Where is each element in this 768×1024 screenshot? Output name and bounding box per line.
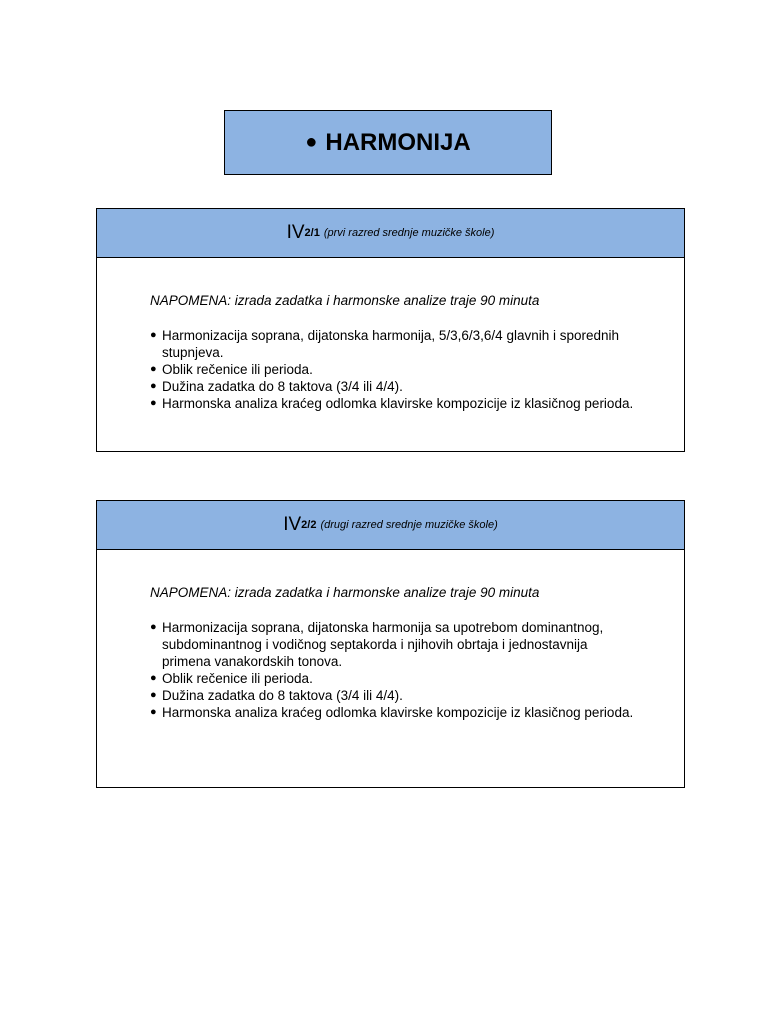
list-item-text: Harmonska analiza kraćeg odlomka klavirske kompozicije iz klasičnog perioda. [162,396,634,411]
section-note: (prvi razred srednje muzičke škole) [323,227,495,239]
section-iv-2-1 [96,208,685,452]
list-item [150,704,684,721]
section-sublevel: 2/1 [304,227,320,239]
list-item [150,670,684,687]
section-body [97,550,684,721]
bullet-icon: ● [150,329,157,341]
napomena-text: NAPOMENA: izrada zadatka i harmonske analize traje 90 minuta [150,293,540,308]
list-item-text: Harmonizacija soprana, dijatonska harmonija sa upotrebom dominantnog, subdominantnog i vodičnog septakorda i njihovih obrtaja i jednostavnija primena vanakordskih tonova. [162,620,604,669]
list-item-text: Oblik rečenice ili perioda. [162,671,313,686]
bullet-icon: ● [150,380,157,392]
section-header [97,209,684,258]
requirements-list [150,619,684,721]
list-item-text: Oblik rečenice ili perioda. [162,362,313,377]
section-level: IV [286,222,305,243]
list-item [150,687,684,704]
list-item [150,619,684,670]
section-note: (drugi razred srednje muzičke škole) [320,519,498,531]
list-item [150,361,684,378]
list-item-text: Dužina zadatka do 8 taktova (3/4 ili 4/4). [162,379,403,394]
list-item-text: Dužina zadatka do 8 taktova (3/4 ili 4/4). [162,688,403,703]
section-level: IV [283,514,302,535]
bullet-icon: ● [150,706,157,718]
requirements-list [150,327,684,412]
list-item-text: Harmonska analiza kraćeg odlomka klavirske kompozicije iz klasičnog perioda. [162,705,634,720]
title-box [224,110,552,175]
section-header [97,501,684,550]
bullet-icon: ● [150,672,157,684]
title-bullet: ● [305,131,318,153]
list-item [150,395,684,412]
list-item [150,327,684,361]
bullet-icon: ● [150,363,157,375]
bullet-icon: ● [150,621,157,633]
page-title: HARMONIJA [325,128,471,156]
bullet-icon: ● [150,397,157,409]
list-item [150,378,684,395]
napomena-text: NAPOMENA: izrada zadatka i harmonske analize traje 90 minuta [150,585,540,600]
section-iv-2-2 [96,500,685,788]
list-item-text: Harmonizacija soprana, dijatonska harmonija, 5/3,6/3,6/4 glavnih i sporednih stupnjeva. [162,328,620,360]
section-body [97,258,684,412]
bullet-icon: ● [150,689,157,701]
section-sublevel: 2/2 [301,519,317,531]
